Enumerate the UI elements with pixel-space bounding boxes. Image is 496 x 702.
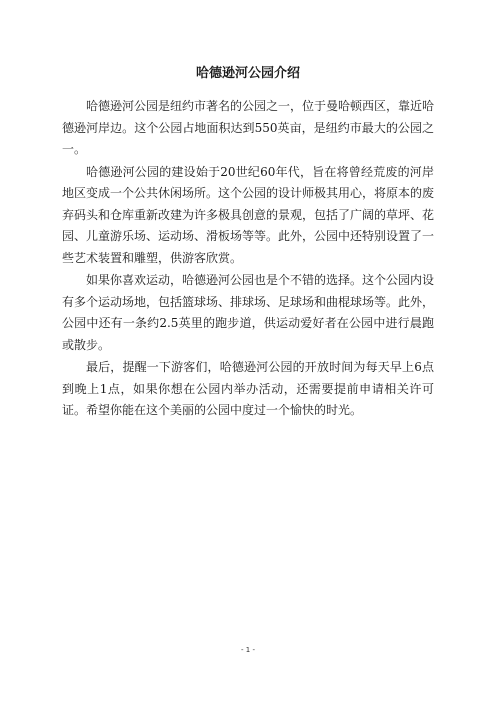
- paragraph-4: 最后，提醒一下游客们，哈德逊河公园的开放时间为每天早上6点到晚上1点，如果你想在公园内举办活动，还需要提前申请相关许可证。希望你能在这个美丽的公园中度过一个愉快的时光。: [62, 360, 434, 417]
- paragraph-2: 哈德逊河公园的建设始于20世纪60年代，旨在将曾经荒废的河岸地区变成一个公共休闲场所。这个公园的设计师极其用心，将原本的废弃码头和仓库重新改建为许多极具创意的景观，包括了广阔的草坪、花园、儿童游乐场、运动场、滑板场等等。此外，公园中还特别设置了一些艺术装置和雕塑，供游客欣赏。: [62, 164, 435, 265]
- page-number: - 1 -: [241, 646, 255, 654]
- paragraph-3: 如果你喜欢运动，哈德逊河公园也是个不错的选择。这个公园内设有多个运动场地，包括篮球场、排球场、足球场和曲棍球场等。此外，公园中还有一条约2.5英里的跑步道，供运动爱好者在公园中进行晨跑或散步。: [62, 273, 435, 352]
- paragraph-1: 哈德逊河公园是纽约市著名的公园之一，位于曼哈顿西区，靠近哈德逊河岸边。这个公园占地面积达到550英亩，是纽约市最大的公园之一。: [62, 99, 435, 156]
- document-body: [62, 96, 434, 423]
- document-title: 哈德逊河公园介绍: [195, 66, 300, 81]
